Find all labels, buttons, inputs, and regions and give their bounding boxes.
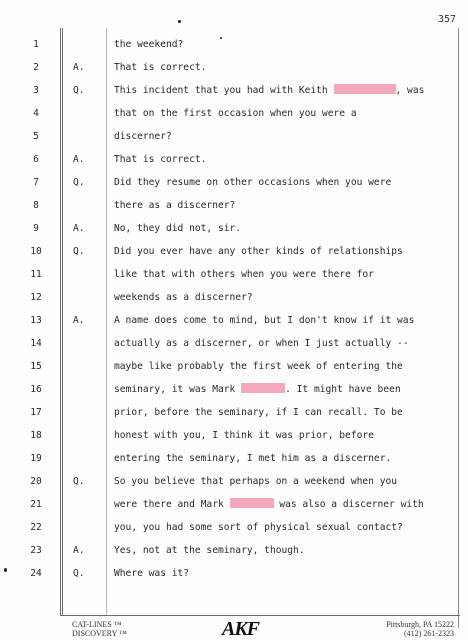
- scan-speck: [178, 20, 181, 23]
- transcript-line: [0, 382, 468, 398]
- speaker-label: A.: [73, 315, 85, 326]
- line-number: 12: [30, 292, 42, 303]
- transcript-line: [0, 106, 468, 122]
- transcript-line: [0, 198, 468, 214]
- line-text-before: This incident that you had with Keith: [114, 85, 334, 96]
- speaker-label: Q.: [73, 568, 85, 579]
- transcript-line: [0, 313, 468, 329]
- transcript-line: [0, 359, 468, 375]
- line-text-after: was also a discerner with: [273, 499, 424, 510]
- line-text-after: . It might have been: [285, 384, 401, 395]
- redaction-mark: [230, 498, 274, 508]
- line-number: 15: [30, 361, 42, 372]
- footer-phone: (412) 261-2323: [404, 629, 454, 638]
- speaker-label: Q.: [73, 177, 85, 188]
- line-text: That is correct.: [114, 154, 207, 165]
- speaker-label: A.: [73, 154, 85, 165]
- line-text: honest with you, I think it was prior, before: [114, 430, 374, 441]
- line-number: 3: [33, 85, 39, 96]
- line-text: that on the first occasion when you were a: [114, 108, 357, 119]
- line-number: 18: [30, 430, 42, 441]
- line-number: 2: [33, 62, 39, 73]
- line-number: 10: [30, 246, 42, 257]
- line-number: 7: [33, 177, 39, 188]
- transcript-line: [0, 520, 468, 536]
- redaction-mark: [334, 84, 396, 94]
- speaker-label: Q.: [73, 85, 85, 96]
- transcript-line: [0, 566, 468, 582]
- line-text: Did they resume on other occasions when you were: [114, 177, 392, 188]
- page-footer: [0, 618, 468, 640]
- line-number: 9: [33, 223, 39, 234]
- transcript-line: [0, 221, 468, 237]
- page-number: 357: [438, 14, 457, 25]
- speaker-label: A.: [73, 62, 85, 73]
- line-text: So you believe that perhaps on a weekend when you: [114, 476, 398, 487]
- line-number: 17: [30, 407, 42, 418]
- line-text: entering the seminary, I met him as a discerner.: [114, 453, 392, 464]
- line-text: maybe like probably the first week of entering the: [114, 361, 403, 372]
- line-number: 11: [30, 269, 42, 280]
- line-number: 1: [33, 39, 39, 50]
- line-number: 13: [30, 315, 42, 326]
- transcript-line: [0, 83, 468, 99]
- line-number: 5: [33, 131, 39, 142]
- footer-discovery-label: DISCOVERY ™: [72, 629, 127, 638]
- line-number: 14: [30, 338, 42, 349]
- line-number: 6: [33, 154, 39, 165]
- line-text: A name does come to mind, but I don't know if it was: [114, 315, 415, 326]
- transcript-line: [0, 428, 468, 444]
- footer-catlines-label: CAT-LINES ™: [72, 620, 122, 629]
- transcript-line: [0, 497, 468, 513]
- line-text: actually as a discerner, or when I just actually --: [114, 338, 409, 349]
- line-text: Where was it?: [114, 568, 190, 579]
- transcript-line: [0, 290, 468, 306]
- line-text: That is correct.: [114, 62, 207, 73]
- line-text: weekends as a discerner?: [114, 292, 253, 303]
- line-number: 19: [30, 453, 42, 464]
- line-text-after: , was: [395, 85, 425, 96]
- transcript-line: [0, 474, 468, 490]
- line-text: discerner?: [114, 131, 172, 142]
- footer-contact: [386, 620, 454, 638]
- transcript-line: [0, 543, 468, 559]
- footer-address: Pittsburgh, PA 15222: [386, 620, 454, 629]
- transcript-line: [0, 152, 468, 168]
- transcript-line: [0, 451, 468, 467]
- line-text: No, they did not, sir.: [114, 223, 242, 234]
- footer-product-names: [72, 620, 127, 638]
- speaker-label: Q.: [73, 476, 85, 487]
- redaction-mark: [241, 383, 285, 393]
- line-number: 4: [33, 108, 39, 119]
- line-text: there as a discerner?: [114, 200, 236, 211]
- line-text: [114, 382, 401, 398]
- line-text-before: were there and Mark: [114, 499, 230, 510]
- speaker-label: Q.: [73, 246, 85, 257]
- line-text: Yes, not at the seminary, though.: [114, 545, 305, 556]
- line-number: 20: [30, 476, 42, 487]
- line-text: the weekend?: [114, 39, 184, 50]
- transcript-line: [0, 405, 468, 421]
- transcript-line: [0, 37, 468, 53]
- bottom-rule: [60, 615, 460, 616]
- speaker-label: A.: [73, 223, 85, 234]
- transcript-line: [0, 336, 468, 352]
- line-text: Did you ever have any other kinds of relationships: [114, 246, 403, 257]
- line-number: 21: [30, 499, 42, 510]
- transcript-line: [0, 175, 468, 191]
- transcript-line: [0, 267, 468, 283]
- speaker-label: A.: [73, 545, 85, 556]
- line-number: 8: [33, 200, 39, 211]
- line-number: 16: [30, 384, 42, 395]
- line-text: [114, 83, 424, 99]
- line-number: 24: [30, 568, 42, 579]
- line-text: prior, before the seminary, if I can recall. To be: [114, 407, 403, 418]
- transcript-line: [0, 244, 468, 260]
- line-text: you, you had some sort of physical sexual contact?: [114, 522, 403, 533]
- line-text: like that with others when you were there for: [114, 269, 374, 280]
- akf-logo: AKF: [222, 618, 260, 640]
- line-text: [114, 497, 424, 513]
- transcript-line: [0, 60, 468, 76]
- line-text-before: seminary, it was Mark: [114, 384, 242, 395]
- transcript-line: [0, 129, 468, 145]
- line-number: 22: [30, 522, 42, 533]
- line-number: 23: [30, 545, 42, 556]
